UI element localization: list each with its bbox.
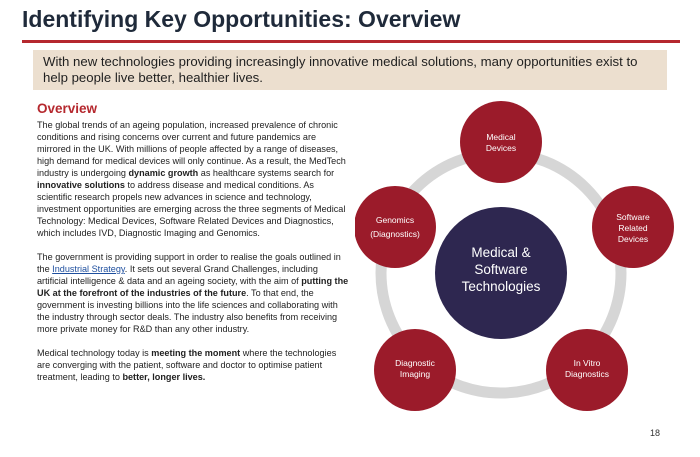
segments-diagram <box>355 100 685 420</box>
text-run: The global trends of an ageing population, increased prevalence of chronic conditions and rising concerns over current and future pandemics are mirrored in the UK. With millions of people affected by a range of diseases, high demand for medical devices will only continue. As a result, the MedTech industry is undergoing <box>37 120 346 178</box>
text-run: Medical technology today is <box>37 348 152 358</box>
node-circle <box>355 186 436 268</box>
page-number: 18 <box>649 428 660 438</box>
center-label-line3: Technologies <box>461 279 541 294</box>
node-label-line: Diagnostic <box>395 358 435 368</box>
title-divider <box>22 40 680 43</box>
node-software-related-devices <box>592 186 674 268</box>
text-run: . It sets out several Grand Challenges, including artificial intelligence & data and an ageing society, with the aim of <box>37 264 318 286</box>
node-label-line: Related <box>618 223 648 233</box>
node-diagnostic-imaging <box>374 329 456 411</box>
node-label-line: Genomics <box>375 215 415 225</box>
overview-paragraph-3 <box>37 347 349 383</box>
industrial-strategy-link[interactable]: Industrial Strategy <box>52 264 125 274</box>
overview-section <box>37 101 349 395</box>
bold-run: putting the UK at the forefront of the industries of the future <box>37 276 349 298</box>
overview-heading: Overview <box>37 101 98 116</box>
text-run: where the technologies are converging with the patient, software and doctor to optimise patient treatment, leading to <box>37 348 337 382</box>
node-label-line: Medical <box>486 132 516 142</box>
text-run: . To that end, the government is investing billions into the life sciences and collaborating with the industry through sector deals. The industry also benefits from receiving more private money for R&D than any other industry. <box>37 288 338 334</box>
bold-run: dynamic growth <box>128 168 199 178</box>
node-label-line: In Vitro <box>573 358 601 368</box>
node-label-line: (Diagnostics) <box>370 229 420 239</box>
center-label-line2: Software <box>474 262 528 277</box>
node-in-vitro-diagnostics <box>546 329 628 411</box>
center-node <box>435 207 567 339</box>
node-circle <box>460 101 542 183</box>
overview-paragraph-1 <box>37 119 349 239</box>
center-label-line1: Medical & <box>471 245 531 260</box>
node-label-line: Diagnostics <box>565 369 609 379</box>
node-label-line: Devices <box>617 234 649 244</box>
node-medical-devices <box>460 101 542 183</box>
bold-run: innovative solutions <box>37 180 125 190</box>
bold-run: better, longer lives. <box>122 372 206 382</box>
node-label-line: Devices <box>485 143 517 153</box>
slide-title: Identifying Key Opportunities: Overview <box>22 6 461 32</box>
node-label-line: Software <box>616 212 650 222</box>
intro-banner: With new technologies providing increasingly innovative medical solutions, many opportunities exist to help people live better, healthier lives. <box>33 50 667 90</box>
bold-run: meeting the moment <box>151 348 241 358</box>
text-run: The government is providing support in order to realise the goals outlined in the <box>37 252 341 274</box>
text-run: to address disease and medical conditions. As scientific research propels new advances in science and technology, investment opportunities are emerging across the three segments of Medical Technology: Medical Devices, Software Related Devices and Diagnostics, which includes IVD, Diagnostic Imaging and Genomics. <box>37 180 346 238</box>
overview-paragraph-2 <box>37 251 349 335</box>
text-run: as healthcare systems search for <box>198 168 335 178</box>
node-genomics <box>355 186 436 268</box>
node-label-line: Imaging <box>399 369 431 379</box>
